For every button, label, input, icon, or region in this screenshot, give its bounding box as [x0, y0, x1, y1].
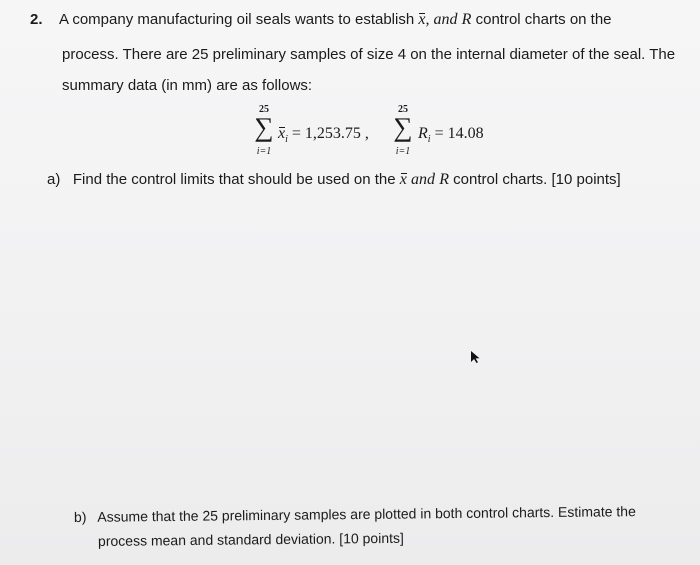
and-word: , and [425, 11, 458, 28]
question-line-1 [59, 11, 612, 29]
sum1-variable: x [278, 125, 286, 142]
question-line-1-text: A company manufacturing oil seals wants to establish [59, 11, 415, 28]
question-line-1-end: control charts on the [475, 11, 612, 28]
sum1-term [278, 125, 369, 145]
part-a [47, 171, 621, 189]
sum2-upper-limit: 25 [398, 104, 408, 115]
part-a-text: Find the control limits that should be used on the [72, 171, 396, 188]
sum2-lower-limit: i=1 [395, 146, 411, 157]
part-a-end: control charts. [10 points] [453, 171, 621, 188]
part-b-line-2: process mean and standard deviation. [10 points] [97, 529, 404, 549]
part-a-label: a) [47, 171, 61, 188]
sum1-upper-limit: 25 [259, 104, 269, 115]
sum2-term [418, 125, 484, 145]
xbar-symbol: x [418, 11, 426, 28]
mouse-pointer-icon [470, 350, 482, 364]
sum2-value: = 14.08 [434, 125, 484, 142]
sum1-subscript: i [285, 134, 288, 146]
question-line-2: process. There are 25 preliminary samples of size 4 on the internal diameter of the seal. The [62, 46, 676, 63]
sum2-variable: R [418, 125, 428, 142]
question-number: 2. [30, 11, 43, 28]
part-a-xbar-symbol: x [399, 171, 407, 188]
part-a-r-symbol: R [439, 171, 449, 188]
part-a-and: and [411, 171, 436, 188]
sum1-lower-limit: i=1 [256, 146, 272, 157]
sigma-icon: ∑ [254, 112, 274, 142]
part-b-label: b) [73, 508, 87, 525]
sum1-value: = 1,253.75 , [291, 125, 369, 142]
question-line-3: summary data (in mm) are as follows: [62, 77, 313, 94]
r-symbol: R [461, 11, 472, 28]
summation-formula [250, 104, 550, 164]
part-b-text-1: Assume that the 25 preliminary samples are plotted in both control charts. Estimate the [97, 503, 636, 525]
part-b-line-1 [74, 503, 636, 525]
sigma-icon: ∑ [393, 112, 413, 142]
sum2-subscript: i [427, 134, 431, 146]
